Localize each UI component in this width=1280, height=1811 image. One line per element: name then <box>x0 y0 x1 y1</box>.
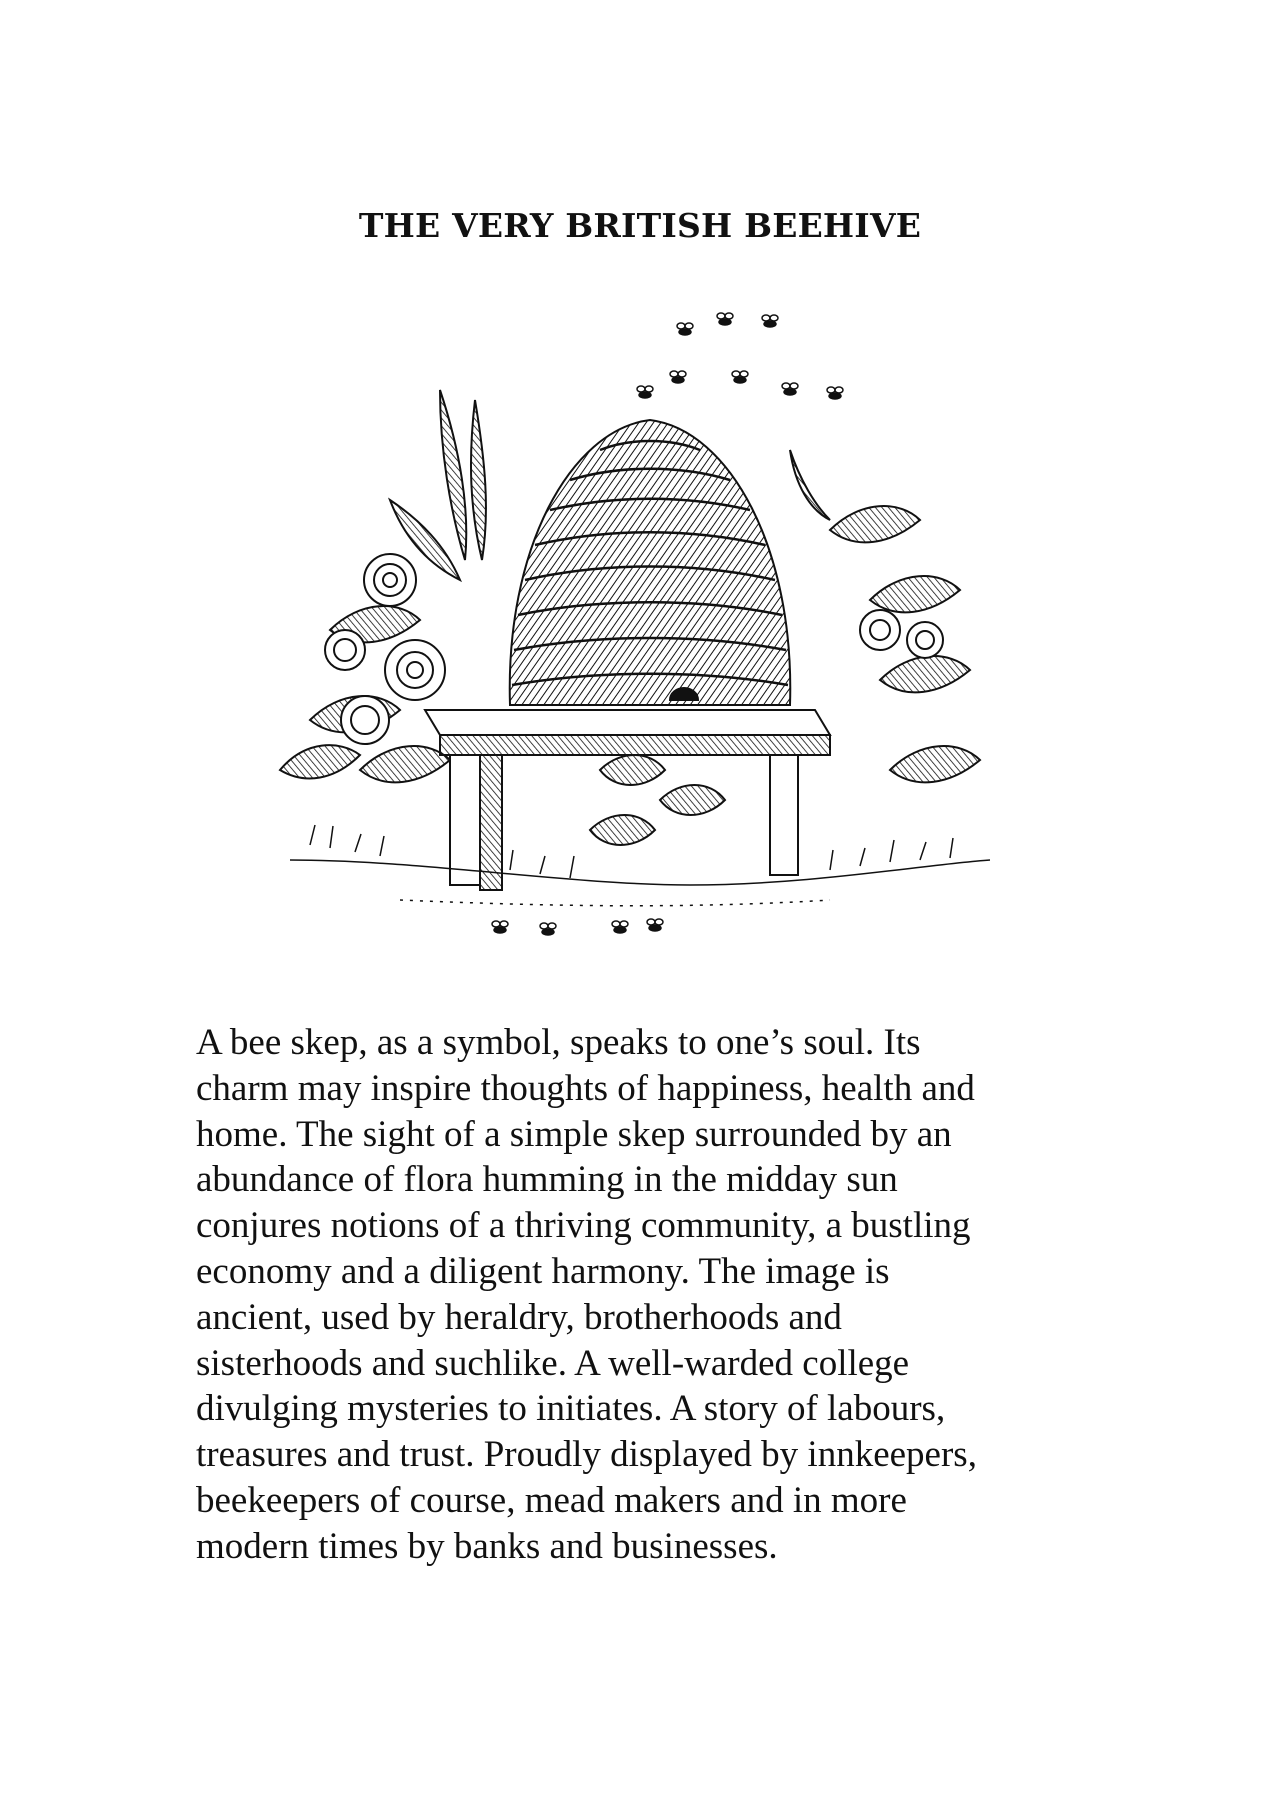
paragraph-line: charm may inspire thoughts of happiness, health and <box>196 1067 975 1109</box>
roses-left <box>325 554 445 744</box>
paragraph-line: modern times by banks and businesses. <box>196 1525 778 1567</box>
paragraph-line: conjures notions of a thriving community, a bustling <box>196 1205 971 1247</box>
paragraph-line: sisterhoods and suchlike. A well-warded college <box>196 1342 910 1384</box>
paragraph-line: beekeepers of course, mead makers and in more <box>196 1479 907 1521</box>
plants-under-bench <box>590 755 725 845</box>
beehive-skep-engraving-icon <box>270 300 1010 970</box>
bench <box>425 710 830 890</box>
roses-right <box>860 610 943 658</box>
paragraph-line: A bee skep, as a symbol, speaks to one’s soul. Its <box>196 1022 921 1063</box>
page-title: THE VERY BRITISH BEEHIVE <box>358 206 922 245</box>
paragraph-line: divulging mysteries to initiates. A story of labours, <box>196 1388 946 1430</box>
paragraph-line: abundance of flora humming in the midday sun <box>196 1159 898 1201</box>
body-paragraph <box>196 1020 1116 1570</box>
paragraph-line: ancient, used by heraldry, brotherhoods and <box>196 1296 842 1338</box>
skep <box>510 420 791 705</box>
paragraph-line: economy and a diligent harmony. The image is <box>196 1250 890 1292</box>
paragraph-line: treasures and trust. Proudly displayed by innkeepers, <box>196 1434 977 1476</box>
paragraph-line: home. The sight of a simple skep surrounded by an <box>196 1113 952 1155</box>
